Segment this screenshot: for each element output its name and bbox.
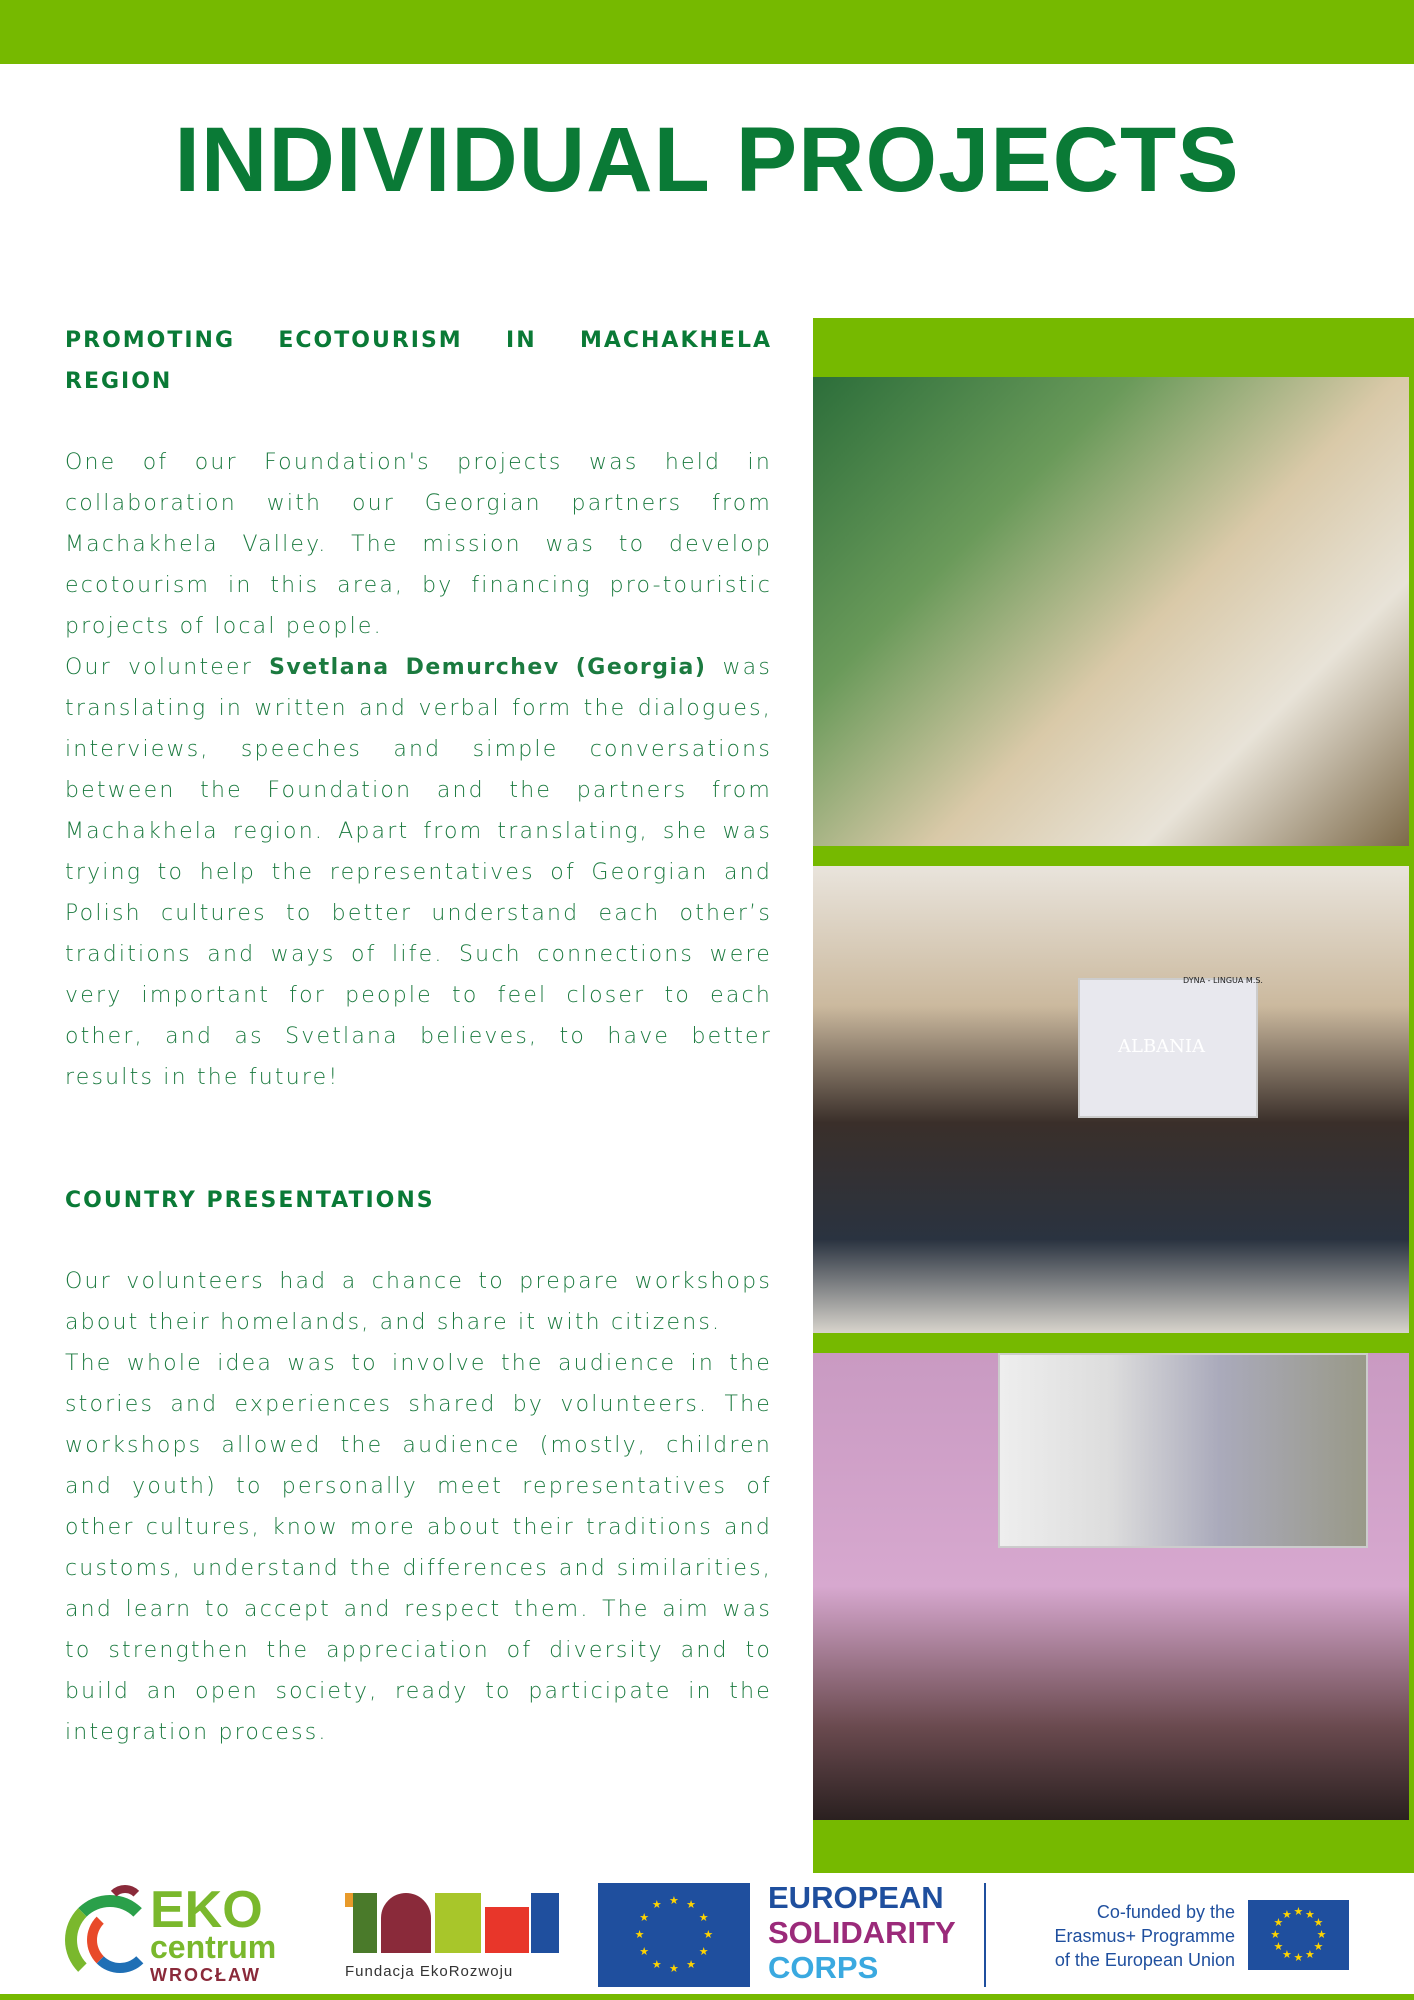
logo-text: SOLIDARITY bbox=[768, 1915, 956, 1950]
esc-logo bbox=[768, 1880, 956, 1985]
logo-text: Erasmus+ Programme bbox=[1054, 1926, 1235, 1946]
logo-text: Fundacja EkoRozwoju bbox=[345, 1963, 514, 1980]
page-title: INDIVIDUAL PROJECTS bbox=[174, 109, 1240, 211]
star-icon: ★ bbox=[686, 1957, 697, 1971]
text: Our volunteer bbox=[65, 655, 270, 680]
star-icon: ★ bbox=[1305, 1907, 1315, 1921]
logo-text: of the European Union bbox=[1054, 1950, 1235, 1970]
paragraph: The whole idea was to involve the audience in the stories and experiences shared by volunteers. The workshops allowed the audience (mostly, children and youth) to personally meet representatives of other cultures, know more about their traditions and customs, understand the differences and similarities, and learn to accept and respect them. The aim was to strengthen the appreciation of diversity and to build an open society, ready to participate in the integration process. bbox=[65, 1351, 772, 1745]
star-icon: ★ bbox=[1313, 1939, 1324, 1953]
star-icon: ★ bbox=[1305, 1948, 1315, 1961]
volunteer-name: Svetlana Demurchev (Georgia) bbox=[269, 655, 707, 680]
star-icon: ★ bbox=[651, 1898, 662, 1912]
star-icon: ★ bbox=[639, 1945, 650, 1959]
photo-albania-presentation bbox=[813, 866, 1409, 1333]
bottom-green-bar bbox=[0, 1994, 1414, 2000]
eu-flag-icon bbox=[1248, 1900, 1349, 1970]
eu-flag-icon bbox=[598, 1883, 750, 1987]
top-green-bar bbox=[0, 0, 1414, 64]
ekocentrum-logo bbox=[65, 1881, 305, 1990]
logo-text: WROCŁAW bbox=[150, 1965, 261, 1985]
star-icon: ★ bbox=[1313, 1916, 1324, 1930]
star-icon: ★ bbox=[1273, 1916, 1284, 1930]
star-icon: ★ bbox=[686, 1898, 697, 1912]
star-icon: ★ bbox=[1316, 1928, 1327, 1941]
star-icon: ★ bbox=[1281, 1907, 1292, 1921]
star-icon: ★ bbox=[698, 1910, 709, 1924]
star-icon: ★ bbox=[1281, 1948, 1292, 1961]
star-icon: ★ bbox=[1273, 1939, 1284, 1953]
star-icon: ★ bbox=[703, 1928, 714, 1941]
section-ecotourism bbox=[65, 320, 772, 1098]
star-icon: ★ bbox=[698, 1945, 709, 1959]
paragraph bbox=[65, 647, 772, 1098]
section-heading: COUNTRY PRESENTATIONS bbox=[65, 1188, 435, 1213]
logo-text: EKO bbox=[150, 1881, 263, 1939]
text: was translating in written and verbal form the dialogues, interviews, speeches and simple conversations between the Foundation and the partners from Machakhela region. Apart from translating, she was trying to help the representatives of Georgian and Polish cultures to better understand each other’s traditions and ways of life. Such connections were very important for people to feel closer to each other, and as Svetlana believes, to have better results in the future! bbox=[65, 655, 773, 1090]
projector-screen bbox=[998, 1353, 1368, 1548]
logo-text: Co-funded by the bbox=[1096, 1902, 1235, 1922]
logo-text: centrum bbox=[150, 1929, 277, 1965]
wall-sign: DYNA - LINGUA M.S. bbox=[1183, 976, 1263, 985]
fer-logo bbox=[345, 1885, 560, 1990]
star-icon: ★ bbox=[651, 1957, 662, 1971]
star-icon: ★ bbox=[1293, 1951, 1304, 1965]
star-icon: ★ bbox=[639, 1910, 650, 1924]
paragraph: One of our Foundation's projects was held in collaboration with our Georgian partners from Machakhela Valley. The mission was to develop ecotourism in this area, by financing pro-touristic projects of local people. bbox=[65, 450, 772, 639]
star-icon: ★ bbox=[669, 1962, 679, 1976]
screen-text: ALBANIA bbox=[1118, 1036, 1206, 1057]
erasmus-text bbox=[1020, 1900, 1235, 1972]
paragraph: Our volunteers had a chance to prepare workshops about their homelands, and share it with citizens. bbox=[65, 1269, 772, 1335]
logo-text: CORPS bbox=[768, 1950, 879, 1985]
star-icon: ★ bbox=[1270, 1928, 1281, 1941]
divider bbox=[984, 1883, 986, 1987]
star-icon: ★ bbox=[1293, 1904, 1304, 1918]
star-icon: ★ bbox=[669, 1893, 679, 1907]
section-country-presentations bbox=[65, 1180, 772, 1753]
section-heading: PROMOTING ECOTOURISM IN MACHAKHELA REGION bbox=[65, 328, 772, 394]
logo-text: EUROPEAN bbox=[768, 1880, 944, 1915]
star-icon: ★ bbox=[634, 1928, 645, 1941]
photo-workshop-table bbox=[813, 377, 1409, 846]
photo-georgia-presentation bbox=[813, 1353, 1409, 1820]
